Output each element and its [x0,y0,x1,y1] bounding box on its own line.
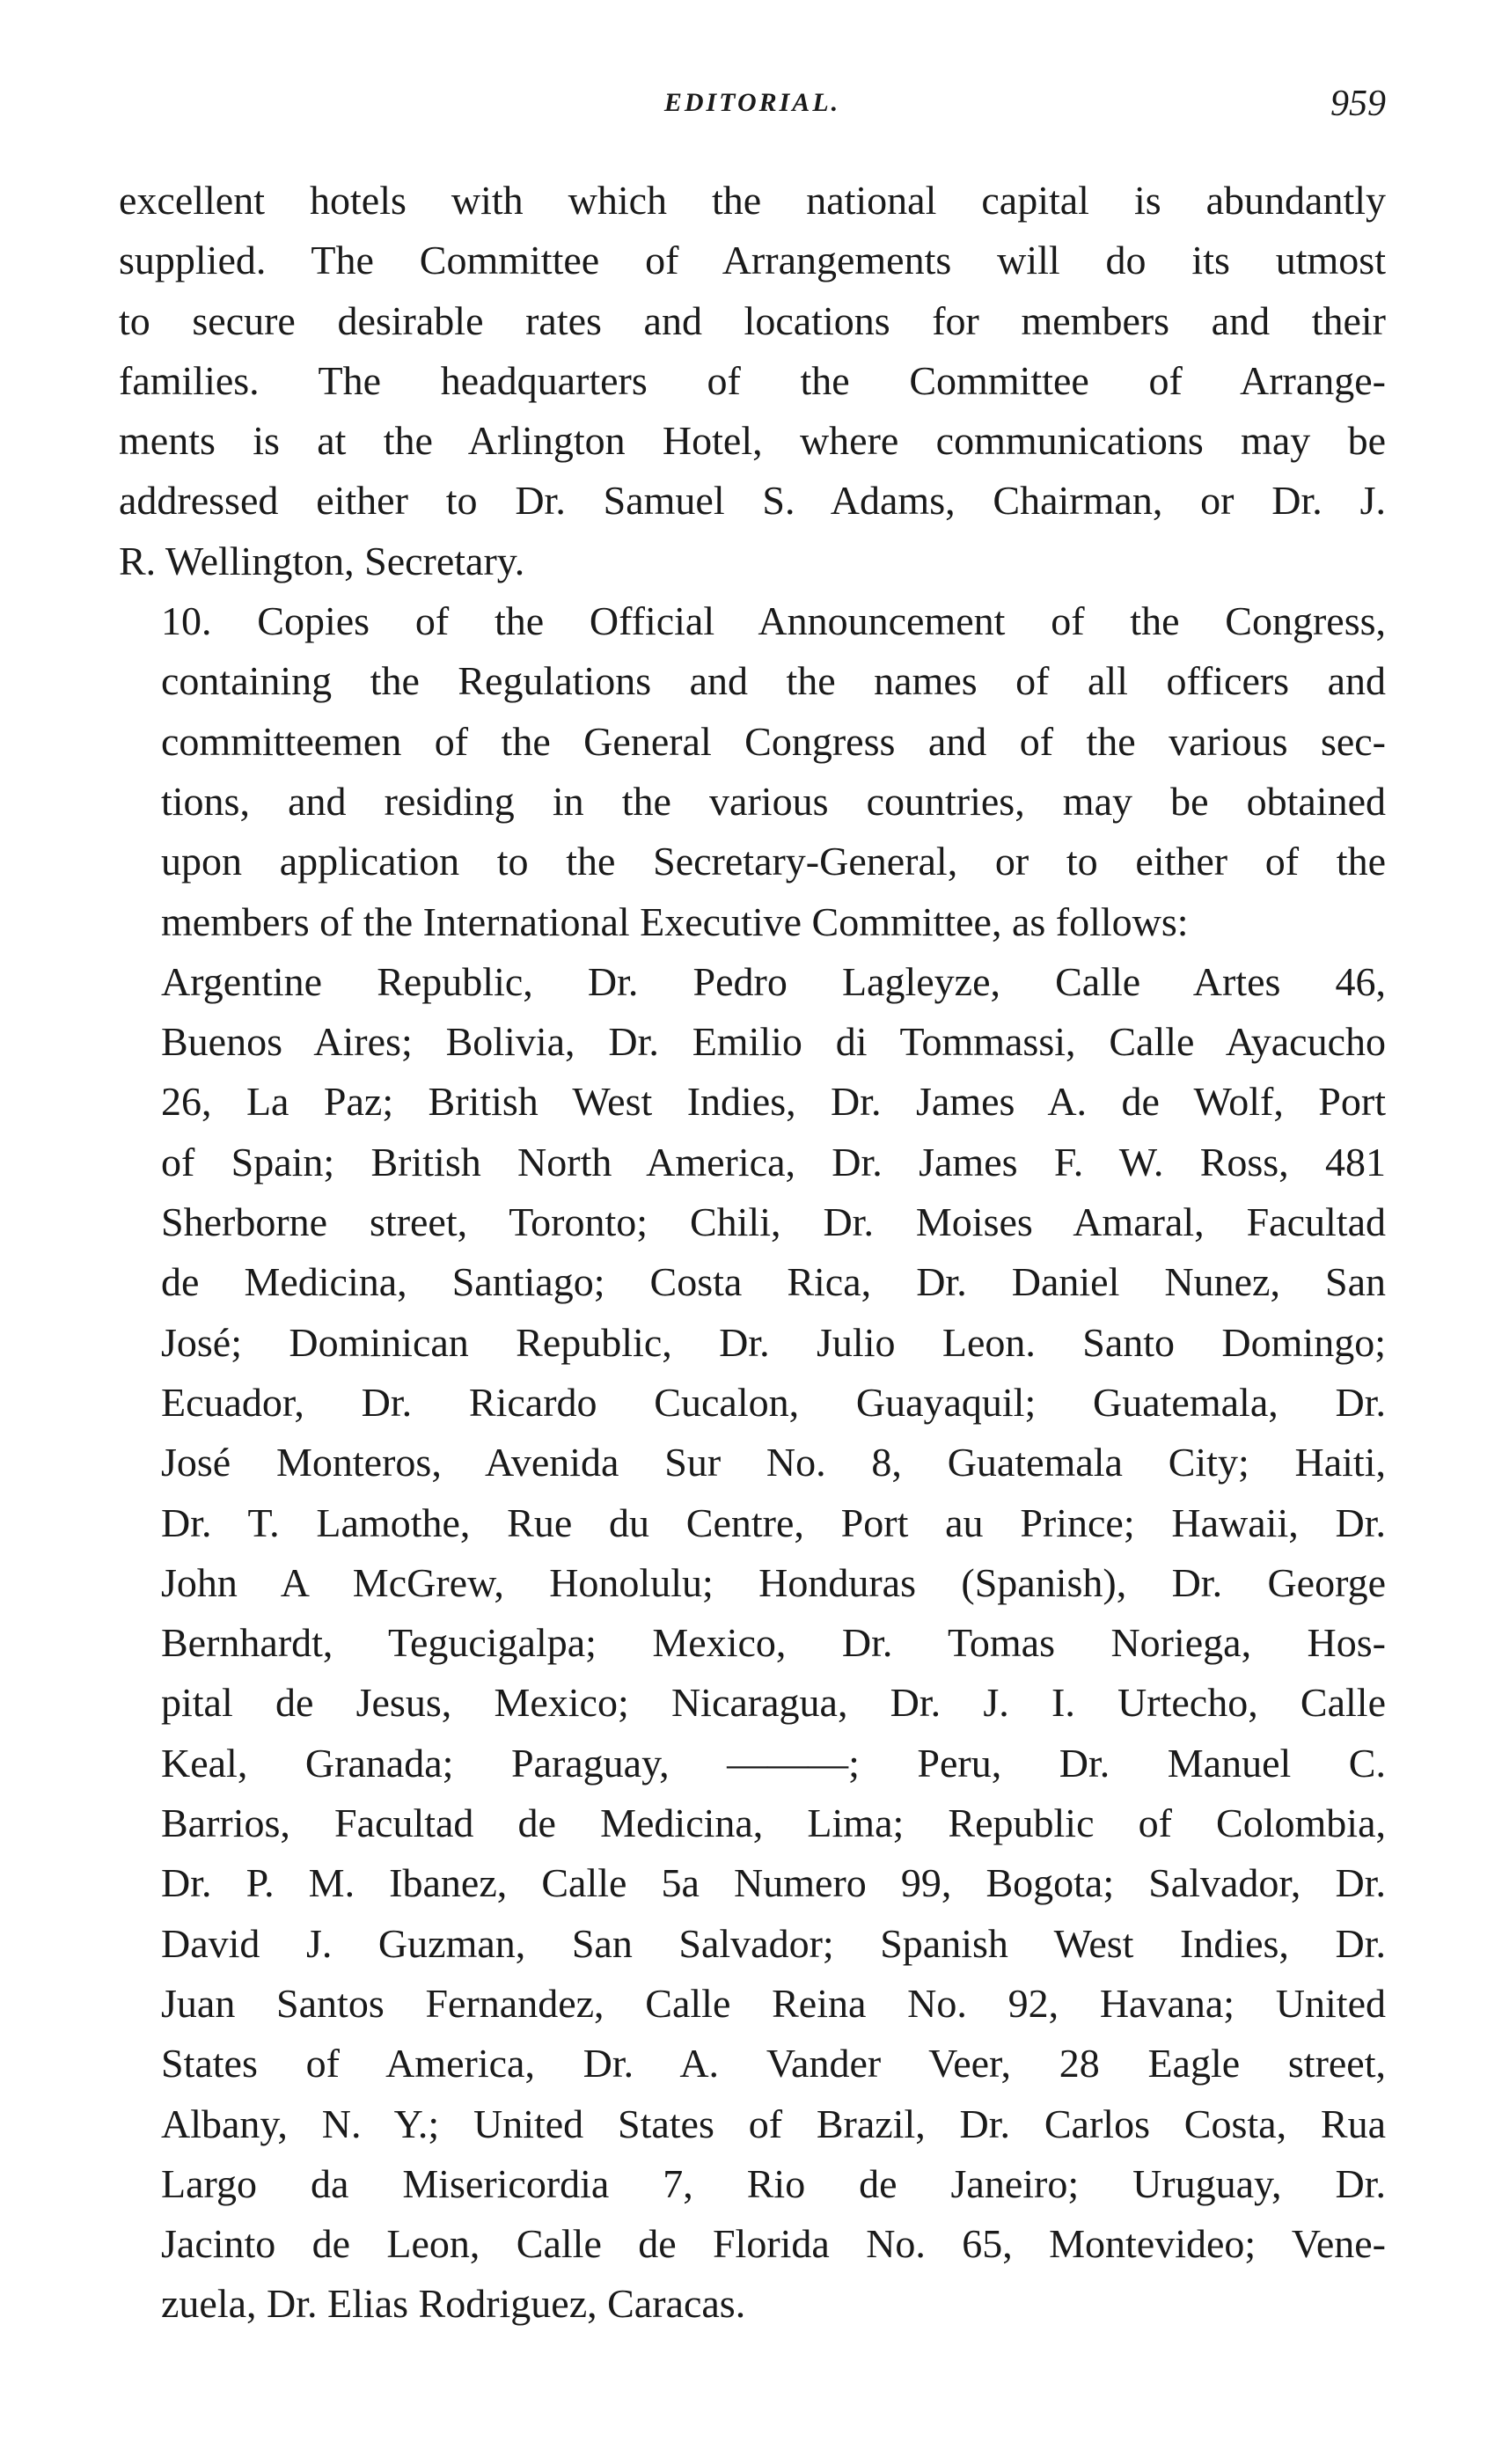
text-line: to secure desirable rates and locations for members and their [119,297,1386,343]
text-line: Sherborne street, Toronto; Chili, Dr. Moises Amaral, Facultad [161,1199,1386,1245]
text-line: Largo da Misericordia 7, Rio de Janeiro; Uruguay, Dr. [161,2160,1386,2206]
text-line: John A McGrew, Honolulu; Honduras (Spanish), Dr. George [161,1559,1386,1605]
text-line: 10. Copies of the Official Announcement of the Congress, [161,598,1386,644]
text-line: tions, and residing in the various countries, may be obtained [161,778,1386,824]
document-page [119,84,1386,2335]
text-line: committeemen of the General Congress and of the various sec- [161,718,1386,764]
paragraph-hotels [119,171,1386,591]
text-line: Argentine Republic, Dr. Pedro Lagleyze, Calle Artes 46, [161,958,1386,1004]
text-line: zuela, Dr. Elias Rodriguez, Caracas. [161,2281,746,2327]
text-line: 26, La Paz; British West Indies, Dr. James A. de Wolf, Port [161,1079,1386,1125]
text-line: families. The headquarters of the Committee of Arrange- [119,357,1386,403]
text-line: containing the Regulations and the names of all officers and [161,658,1386,704]
paragraph-announcement [119,591,1386,952]
text-line: Albany, N. Y.; United States of Brazil, Dr. Carlos Costa, Rua [161,2101,1386,2146]
running-title: EDITORIAL. [663,88,841,117]
text-line: addressed either to Dr. Samuel S. Adams, Chairman, or Dr. J. [119,478,1386,524]
text-line: States of America, Dr. A. Vander Veer, 28 Eagle street, [161,2041,1386,2086]
text-line: José Monteros, Avenida Sur No. 8, Guatemala City; Haiti, [161,1440,1386,1485]
text-line: José; Dominican Republic, Dr. Julio Leon. Santo Domingo; [161,1319,1386,1365]
page-number: 959 [1330,84,1386,124]
text-line: Keal, Granada; Paraguay, ———; Peru, Dr. Manuel C. [161,1740,1386,1786]
text-line: ments is at the Arlington Hotel, where communications may be [119,418,1386,464]
text-line: pital de Jesus, Mexico; Nicaragua, Dr. J. I. Urtecho, Calle [161,1680,1386,1726]
paragraph-committee-list [119,952,1386,2335]
text-line: Bernhardt, Tegucigalpa; Mexico, Dr. Tomas Noriega, Hos- [161,1620,1386,1666]
running-head [119,84,1386,150]
text-line: upon application to the Secretary-General, or to either of the [161,839,1386,884]
text-line: R. Wellington, Secretary. [119,538,525,583]
text-line: of Spain; British North America, Dr. James F. W. Ross, 481 [161,1139,1386,1184]
text-line: Buenos Aires; Bolivia, Dr. Emilio di Tommassi, Calle Ayacucho [161,1019,1386,1065]
text-line: Juan Santos Fernandez, Calle Reina No. 92, Havana; United [161,1980,1386,2026]
text-line: Dr. P. M. Ibanez, Calle 5a Numero 99, Bogota; Salvador, Dr. [161,1860,1386,1906]
text-line: Dr. T. Lamothe, Rue du Centre, Port au Prince; Hawaii, Dr. [161,1500,1386,1545]
text-line: Barrios, Facultad de Medicina, Lima; Republic of Colombia, [161,1800,1386,1846]
text-line: supplied. The Committee of Arrangements will do its utmost [119,238,1386,283]
text-line: de Medicina, Santiago; Costa Rica, Dr. Daniel Nunez, San [161,1259,1386,1305]
text-line: members of the International Executive Committee, as follows: [161,898,1189,944]
text-line: Jacinto de Leon, Calle de Florida No. 65, Montevideo; Vene- [161,2221,1386,2267]
text-line: Ecuador, Dr. Ricardo Cucalon, Guayaquil; Guatemala, Dr. [161,1379,1386,1425]
text-line: David J. Guzman, San Salvador; Spanish West Indies, Dr. [161,1920,1386,1966]
text-line: excellent hotels with which the national capital is abundantly [119,178,1386,223]
